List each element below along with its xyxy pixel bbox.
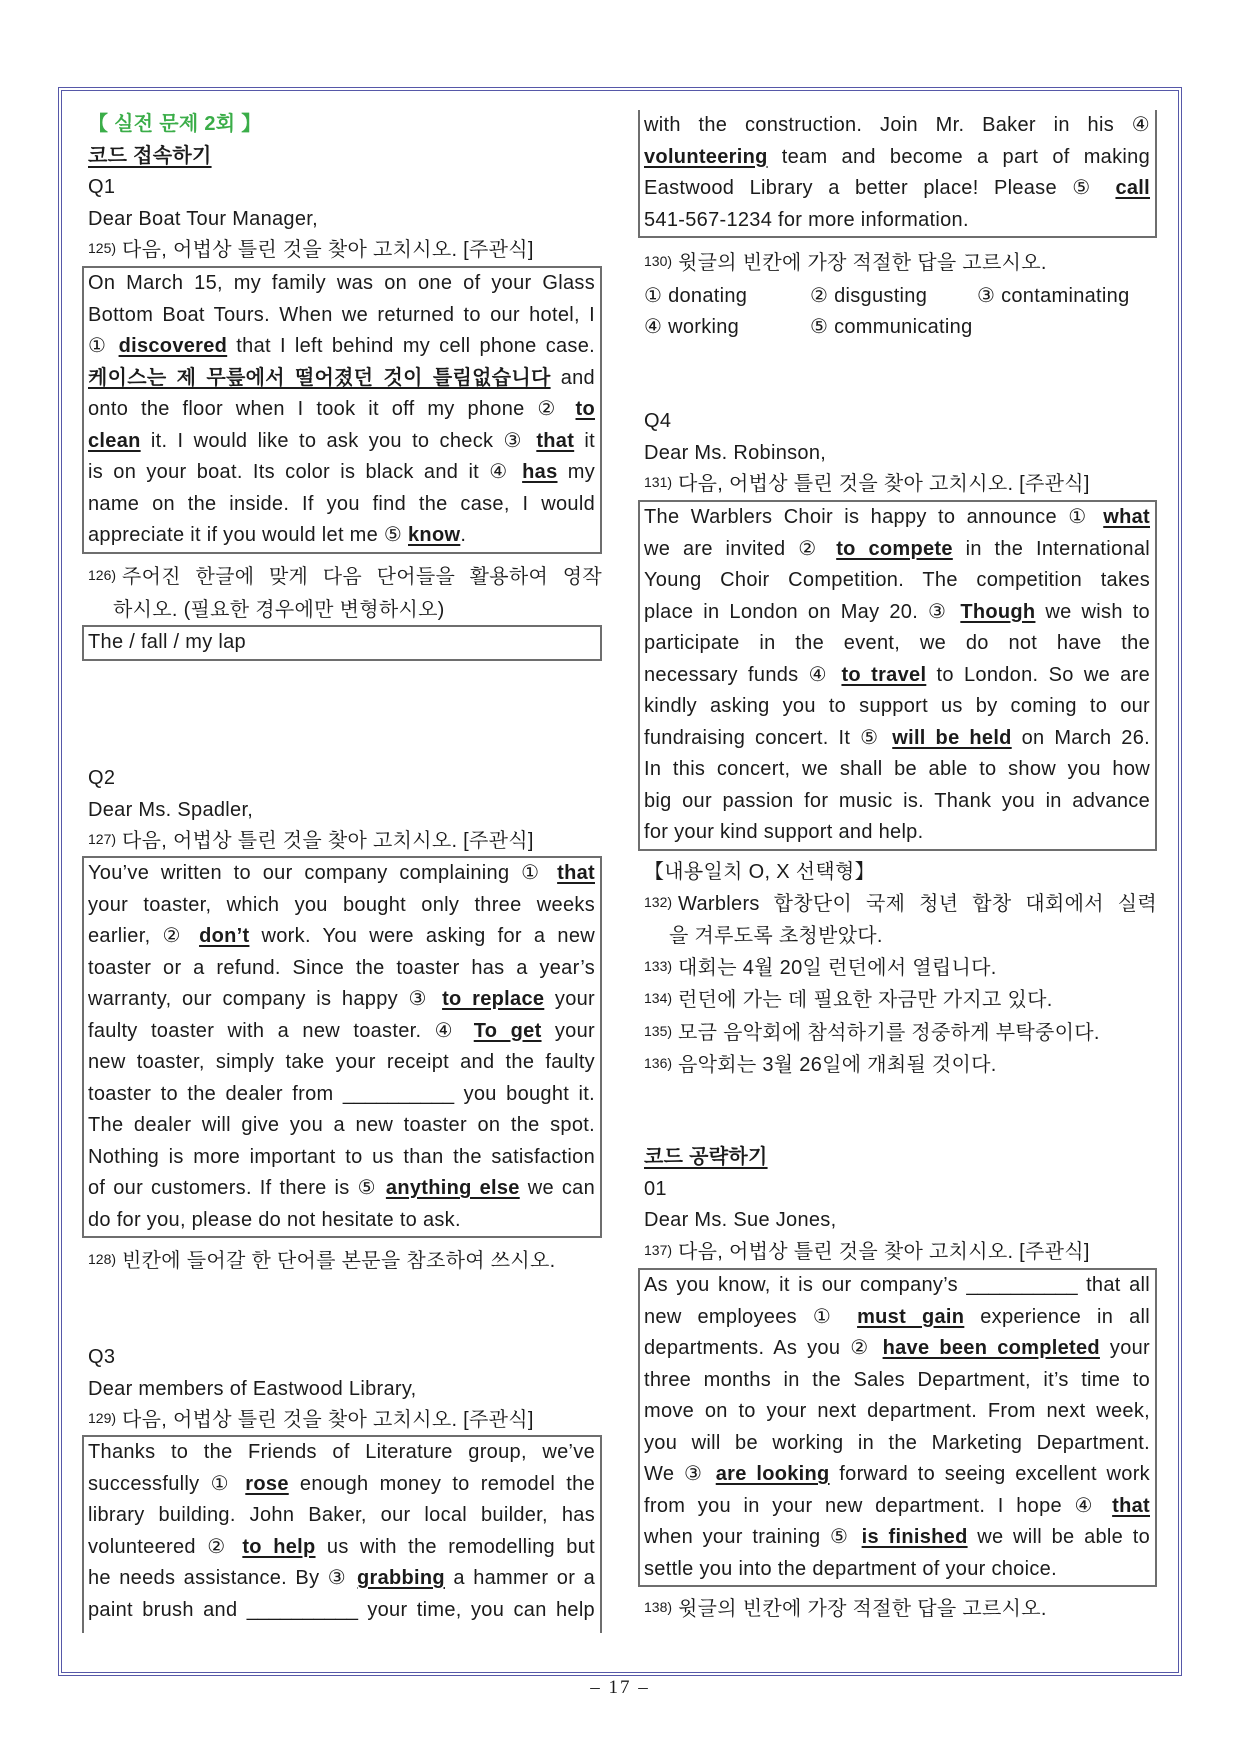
passage-line [644,691,1150,723]
letter-salutation: Dear members of Eastwood Library, [88,1377,417,1400]
passage-text: my [557,461,595,483]
passage-text: your [1099,1337,1151,1359]
passage-line [644,1428,1150,1460]
section-heading-text: 코드 접속하기 [88,144,212,167]
exam-title: 【 실전 문제 2회 】 [88,113,262,135]
answer-choice: ② disgusting [810,284,928,307]
passage-text: you will be working in the Marketing Department. [644,1431,1150,1454]
instruction-126 [82,562,602,626]
passage-line [644,1365,1150,1397]
passage-line [644,754,1150,786]
passage-text: library building. John Baker, our local builder, has [88,1504,595,1526]
passage-text: we wish to [1035,600,1150,623]
passage-line [644,817,1150,849]
passage-line [88,921,595,953]
passage-text: on March 26. [1011,726,1150,749]
underlined-target: that [557,862,595,884]
passage-line [644,660,1150,692]
passage-text: forward to seeing excellent work [829,1463,1150,1485]
q2-header [82,763,602,859]
q4-header [638,406,1157,502]
answer-choice: ③ contaminating [977,284,1130,307]
instruction-125 [88,235,602,268]
passage-line [644,1459,1150,1491]
passage-text: experience in all [964,1305,1150,1328]
passage-text: earlier, ② [88,925,200,947]
underlined-target: has [522,461,558,483]
answer-choice: ① donating [644,284,748,307]
q3-passage-box-part2 [638,110,1157,238]
passage-text: your toaster, which you bought only three weeks [88,893,595,916]
passage-text: to London. So we are [926,663,1150,686]
answer-blank: __________ [342,1082,455,1105]
passage-line [88,520,595,552]
passage-text: you bought it. [454,1082,595,1105]
instruction-text: 다음, 어법상 틀린 것을 찾아 고치시오. [주관식] [122,830,534,852]
passage-text: faulty toaster with a new toaster. ④ [88,1019,474,1042]
underlined-target: that [536,429,575,452]
passage-text: us with the remodelling but [315,1535,595,1558]
passage-text: your time, you can help [357,1598,595,1621]
passage-text: big our passion for music is. Thank you in advance [644,789,1150,812]
passage-line [644,1396,1150,1428]
passage-line [88,268,595,300]
passage-text: a hammer or a [444,1567,595,1589]
item-number: 133) [644,957,673,974]
item-number: 137) [644,1241,673,1258]
statement-135 [644,1018,1157,1051]
passage-text: do for you, please do not hesitate to ask. [88,1208,461,1231]
passage-text: of our customers. If there is ⑤ [88,1177,386,1199]
passage-text: Nothing is more important to us than the satisfaction [88,1145,595,1168]
passage-text: place in London on May 20. ③ [644,600,961,623]
instruction-text: 다음, 어법상 틀린 것을 찾아 고치시오. [주관식] [122,1409,534,1431]
instruction-text: 다음, 어법상 틀린 것을 찾아 고치시오. [주관식] [678,1240,1090,1263]
passage-text: Eastwood Library a better place! Please ⑤ [644,177,1116,199]
item-number: 134) [644,990,673,1006]
instruction-line [88,562,602,595]
statement-text-continued: 을 겨루도록 초청받았다. [669,925,883,947]
passage-text: toaster to the dealer from [88,1082,343,1105]
instruction-130 [638,248,1157,344]
item-number: 135) [644,1022,673,1039]
passage-line [88,1500,595,1532]
instruction-text: 다음, 어법상 틀린 것을 찾아 고치시오. [주관식] [678,473,1090,495]
statement-text: 대회는 4월 20일 런던에서 열립니다. [678,956,997,979]
passage-text: necessary funds ④ [644,663,842,686]
passage-line [88,1437,595,1469]
passage-text: name on the inside. If you find the case, I would [88,492,595,515]
underlined-target: 케이스는 제 무릎에서 떨어졌던 것이 틀림없습니다 [88,366,551,389]
passage-line [644,142,1150,174]
passage-line [644,1302,1150,1334]
passage-text: for your kind support and help. [644,821,924,843]
word-hint-box [82,625,602,661]
q1-passage-box [82,266,602,554]
underlined-target: grabbing [357,1567,445,1589]
underlined-target: discovered [118,335,228,357]
page-number: – 17 – [590,1677,650,1698]
question-label-01: 01 [644,1177,667,1200]
underlined-target: that [1112,1494,1150,1517]
passage-text: team and become a part of making [767,145,1150,168]
question-label-q2: Q2 [88,767,116,789]
passage-line [644,534,1150,566]
passage-line [644,597,1150,629]
section-heading-capture [644,1142,1157,1174]
passage-line [88,331,595,363]
passage-line [644,173,1150,205]
item-number: 127) [88,831,117,847]
underlined-target: to travel [841,663,927,686]
instruction-131 [644,469,1157,502]
item-number: 136) [644,1055,673,1071]
instruction-137 [644,1237,1157,1270]
passage-line [88,300,595,332]
answer-choice: ⑤ communicating [810,316,973,338]
passage-text: volunteered ② [88,1535,243,1558]
underlined-target: to replace [442,988,545,1010]
passage-text: onto the floor when I took it off my phone ② [88,398,576,420]
passage-text: fundraising concert. It ⑤ [644,726,893,749]
passage-text: As you know, it is our company’s [644,1274,967,1296]
answer-choices [644,281,1157,344]
passage-line [88,426,595,458]
passage-line [644,1333,1150,1365]
underlined-target: don’t [199,925,250,947]
word-hint-text: The / fall / my lap [88,631,246,653]
passage-line [88,363,595,395]
question-label-q1: Q1 [88,176,116,198]
underlined-target: anything else [385,1177,520,1199]
item-number: 131) [644,474,673,490]
passage-line [88,1142,595,1174]
statement-133 [644,953,1157,986]
answer-blank: __________ [966,1274,1078,1296]
passage-line [644,565,1150,597]
passage-text: we are invited ② [644,537,837,560]
underlined-target: must gain [857,1305,965,1328]
section-heading-text: 코드 공략하기 [644,1146,768,1168]
passage-text: appreciate it if you would let me ⑤ [88,524,408,546]
letter-salutation: Dear Ms. Sue Jones, [644,1209,837,1231]
passage-line [88,457,595,489]
underlined-target: To get [473,1019,542,1042]
passage-text: warranty, our company is happy ③ [88,988,443,1010]
passage-line [88,489,595,521]
passage-line [88,1595,595,1627]
underlined-target: call [1115,177,1150,199]
passage-line [88,394,595,426]
underlined-target: know [408,524,461,546]
instruction-line [644,1594,1157,1627]
instruction-127 [88,826,602,859]
item-number: 125) [88,240,117,256]
passage-text: The dealer will give you a new toaster on the spot. [88,1114,595,1136]
letter-salutation: Dear Boat Tour Manager, [88,207,318,230]
true-false-section [638,857,1157,1083]
passage-text: enough money to remodel the [288,1472,595,1495]
instruction-line [644,248,1157,281]
passage-text: participate in the event, we do not have the [644,632,1150,654]
passage-text: that I left behind my cell phone case. [227,335,595,357]
underlined-target: Though [960,600,1036,623]
item-number: 126) [88,567,117,583]
item-number: 128) [88,1251,117,1267]
passage-line [88,858,595,890]
passage-text: and [550,366,595,389]
passage-text: three months in the Sales Department, it’s time to [644,1368,1150,1391]
passage-line [88,953,595,985]
q3-header [82,1342,602,1438]
passage-text: Thanks to the Friends of Literature group, we’ve [88,1441,595,1463]
passage-text: The Warblers Choir is happy to announce ① [644,506,1104,528]
instruction-line-continued: 하시오. (필요한 경우에만 변형하시오) [113,598,445,621]
passage-text: in the International [952,537,1150,560]
passage-text: we will be able to [967,1526,1150,1548]
passage-text: Young Choir Competition. The competition takes [644,569,1150,591]
passage-line [88,1110,595,1142]
passage-text: toaster or a refund. Since the toaster has a year’s [88,956,595,979]
passage-line [88,890,595,922]
passage-text: it. I would like to ask you to check ③ [140,429,537,452]
passage-text: On March 15, my family was on one of your Glass [88,272,595,294]
capture-header [638,1142,1157,1269]
passage-text: when your training ⑤ [644,1526,862,1548]
underlined-target: what [1103,506,1150,528]
passage-text: it [574,429,595,452]
instruction-text: 주어진 한글에 맞게 다음 단어들을 활용하여 영작 [122,566,602,588]
passage-line [644,723,1150,755]
underlined-target: clean [88,429,141,452]
q3-passage-box-part1 [82,1435,602,1633]
passage-line [88,1205,595,1237]
passage-text: with the construction. Join Mr. Baker in his ④ [644,114,1150,136]
instruction-138 [638,1594,1157,1627]
underlined-target: to help [242,1535,316,1558]
passage-text: . [460,524,467,546]
underlined-target: have been completed [882,1337,1100,1359]
passage-text: we can [519,1177,595,1199]
passage-text: departments. As you ② [644,1337,883,1359]
passage-line [88,984,595,1016]
passage-line [88,1016,595,1048]
instruction-text: 빈칸에 들어갈 한 단어를 본문을 참조하여 쓰시오. [122,1250,556,1272]
underlined-target: volunteering [644,145,768,168]
passage-line [644,1270,1150,1302]
underlined-target: will be held [892,726,1012,749]
statement-132 [644,889,1157,922]
underlined-target: to [575,398,595,420]
underlined-target: are looking [715,1463,830,1485]
passage-line [644,205,1150,237]
passage-line [88,1047,595,1079]
instruction-text: 윗글의 빈칸에 가장 적절한 답을 고르시오. [678,252,1047,274]
letter-salutation: Dear Ms. Spadler, [88,798,254,821]
statement-text: 런던에 가는 데 필요한 자금만 가지고 있다. [678,989,1053,1011]
item-number: 130) [644,253,673,269]
passage-text: successfully ① [88,1472,246,1495]
passage-text: We ③ [644,1463,716,1485]
capture-passage-box [638,1268,1157,1587]
passage-line [88,1079,595,1111]
passage-line [88,1563,595,1595]
item-number: 138) [644,1599,673,1615]
underlined-target: to compete [836,537,953,560]
passage-line [644,1491,1150,1523]
passage-text: ① [88,335,119,357]
statement-text: 모금 음악회에 참석하기를 정중하게 부탁중이다. [678,1021,1100,1044]
passage-text: paint brush and [88,1598,247,1621]
statement-text: Warblers 합창단이 국제 청년 합창 대회에서 실력 [678,892,1157,915]
statement-136 [644,1050,1157,1083]
passage-line [644,628,1150,660]
passage-line [644,786,1150,818]
instruction-129 [88,1405,602,1438]
instruction-line [88,1246,602,1279]
passage-line [644,502,1150,534]
instruction-text: 윗글의 빈칸에 가장 적절한 답을 고르시오. [678,1598,1047,1620]
instruction-text: 다음, 어법상 틀린 것을 찾아 고치시오. [주관식] [122,239,534,261]
passage-text: work. You were asking for a new [249,925,596,947]
q1-header [82,109,602,268]
true-false-heading: 【내용일치 O, X 선택형】 [644,861,875,883]
passage-text: from you in your new department. I hope ④ [644,1494,1113,1517]
passage-text: is on your boat. Its color is black and it ④ [88,461,523,483]
item-number: 132) [644,893,673,910]
passage-line [644,110,1150,142]
passage-text: he needs assistance. By ③ [88,1567,357,1589]
passage-text: 541-567-1234 for more information. [644,208,969,231]
passage-text: move on to your next department. From next week, [644,1400,1150,1422]
passage-text: You’ve written to our company complaining ① [88,862,558,884]
question-label-q4: Q4 [644,410,672,432]
passage-text: your [544,988,595,1010]
passage-text: your [541,1019,595,1042]
section-heading-connect [88,141,602,173]
passage-line [88,1469,595,1501]
passage-line [644,1522,1150,1554]
instruction-128 [82,1246,602,1279]
passage-text: new employees ① [644,1305,858,1328]
passage-text: kindly asking you to support us by coming to our [644,695,1150,717]
letter-salutation: Dear Ms. Robinson, [644,441,827,464]
statement-text: 음악회는 3월 26일에 개최될 것이다. [678,1054,997,1076]
passage-line [88,1173,595,1205]
q4-passage-box [638,500,1157,851]
underlined-target: rose [245,1472,289,1495]
statement-134 [644,985,1157,1018]
underlined-target: is finished [861,1526,968,1548]
answer-blank: __________ [246,1598,358,1621]
answer-choice: ④ working [644,316,740,338]
passage-line [88,1532,595,1564]
item-number: 129) [88,1410,117,1426]
passage-text: that all [1077,1274,1151,1296]
question-label-q3: Q3 [88,1346,116,1368]
passage-text: Bottom Boat Tours. When we returned to our hotel, I [88,303,595,326]
passage-text: settle you into the department of your choice. [644,1557,1057,1580]
q2-passage-box [82,856,602,1238]
passage-text: new toaster, simply take your receipt and the faulty [88,1051,595,1073]
passage-line [644,1554,1150,1586]
passage-text: In this concert, we shall be able to show you how [644,758,1150,780]
